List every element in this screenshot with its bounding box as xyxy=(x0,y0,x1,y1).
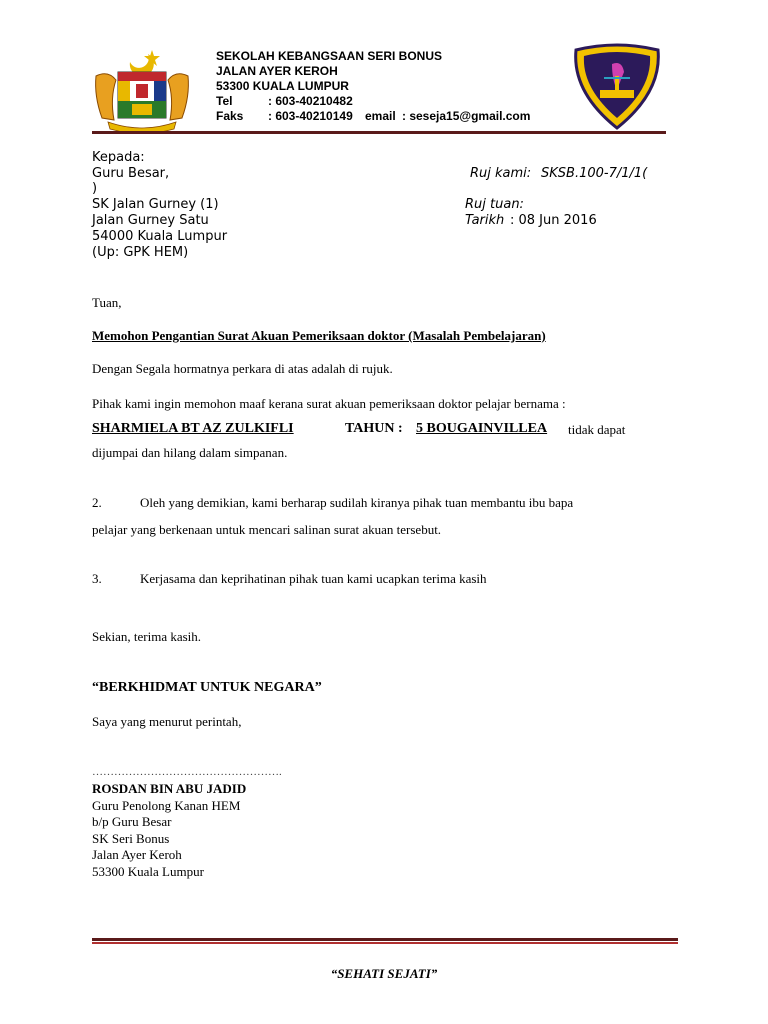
paragraph-3-text: Kerjasama dan keprihatinan pihak tuan kami ucapkan terima kasih xyxy=(140,571,487,586)
email-value: : seseja15@gmail.com xyxy=(402,109,531,123)
ruj-kami-value: SKSB.100-7/1/1( xyxy=(541,166,648,181)
paragraph-1: Dengan Segala hormatnya perkara di atas adalah di rujuk. xyxy=(92,361,393,376)
recipient-attention: (Up: GPK HEM) xyxy=(92,245,189,260)
signature-line: ……………………………………………. xyxy=(92,766,282,778)
subject-line: Memohon Pengantian Surat Akuan Pemeriksaan doktor (Masalah Pembelajaran) xyxy=(92,328,546,343)
footer-rule-top xyxy=(92,938,678,941)
footer-motto: “SEHATI SEJATI” xyxy=(330,966,438,981)
paragraph-2-number: 2. xyxy=(92,495,102,510)
paragraph-num2-line2: pelajar yang berkenaan untuk mencari salinan surat akuan tersebut. xyxy=(92,522,442,537)
salutation: Tuan, xyxy=(92,295,122,310)
recipient-street: Jalan Gurney Satu xyxy=(92,213,209,228)
signatory-position: Guru Penolong Kanan HEM xyxy=(92,798,241,813)
signatory-street: Jalan Ayer Keroh xyxy=(92,847,182,862)
email-label: email xyxy=(365,109,396,123)
tahun-label: TAHUN : xyxy=(345,421,403,436)
student-name: SHARMIELA BT AZ ZULKIFLI xyxy=(92,421,294,436)
school-address-line1: JALAN AYER KEROH xyxy=(216,64,338,78)
school-badge-logo xyxy=(570,42,664,130)
tel-value: : 603-40210482 xyxy=(268,94,353,108)
footer-rule-bottom xyxy=(92,942,678,944)
tel-label: Tel xyxy=(216,94,233,108)
paragraph-2-line2: dijumpai dan hilang dalam simpanan. xyxy=(92,445,288,460)
paragraph-3-number: 3. xyxy=(92,571,102,586)
recipient-title: Guru Besar, xyxy=(92,166,170,181)
tarikh-value: : 08 Jun 2016 xyxy=(510,213,597,228)
paragraph-num2-line1: Oleh yang demikian, kami berharap sudilah kiranya pihak tuan membantu ibu bapa xyxy=(140,495,574,510)
school-address-line2: 53300 KUALA LUMPUR xyxy=(216,79,349,93)
ruj-kami-label: Ruj kami: xyxy=(470,166,532,181)
signatory-behalf: b/p Guru Besar xyxy=(92,814,172,829)
coat-of-arms-logo xyxy=(92,46,192,136)
school-name: SEKOLAH KEBANGSAAN SERI BONUS xyxy=(216,49,443,63)
tarikh-label: Tarikh xyxy=(465,213,505,228)
recipient-paren: ) xyxy=(92,181,98,196)
tahun-value: 5 BOUGAINVILLEA xyxy=(416,421,548,436)
kepada-label: Kepada: xyxy=(92,150,145,165)
closing: Sekian, terima kasih. xyxy=(92,629,202,644)
obedience-line: Saya yang menurut perintah, xyxy=(92,714,242,729)
recipient-city: 54000 Kuala Lumpur xyxy=(92,229,228,244)
motto-berkhidmat: “BERKHIDMAT UNTUK NEGARA” xyxy=(92,680,322,695)
fax-label: Faks xyxy=(216,109,244,123)
signatory-name: ROSDAN BIN ABU JADID xyxy=(92,781,247,796)
fax-value: : 603-40210149 xyxy=(268,109,353,123)
ruj-tuan-label: Ruj tuan: xyxy=(465,197,524,212)
signatory-city: 53300 Kuala Lumpur xyxy=(92,864,204,879)
recipient-school: SK Jalan Gurney (1) xyxy=(92,197,219,212)
paragraph-2-tail: tidak dapat xyxy=(568,422,626,437)
signatory-school: SK Seri Bonus xyxy=(92,831,170,846)
paragraph-2-line1: Pihak kami ingin memohon maaf kerana surat akuan pemeriksaan doktor pelajar bernama : xyxy=(92,396,566,411)
header-rule xyxy=(92,131,666,134)
